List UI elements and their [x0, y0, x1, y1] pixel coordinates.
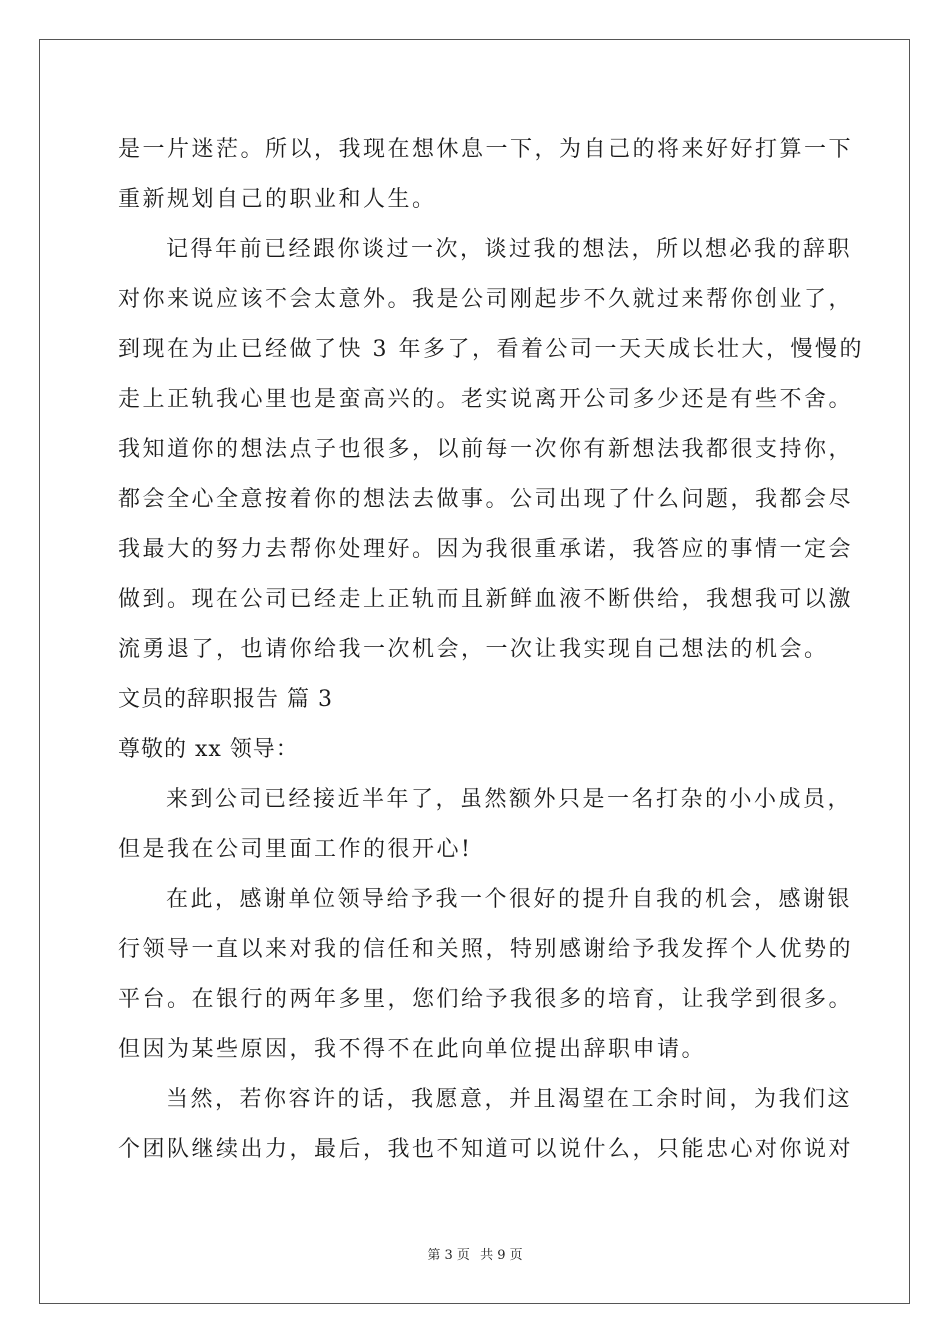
text-line: 但是我在公司里面工作的很开心! [118, 837, 473, 862]
page-total: 共 9 页 [480, 1248, 523, 1263]
text-line: 平台。在银行的两年多里，您们给予我很多的培育，让我学到很多。 [118, 987, 854, 1012]
text-line: 都会全心全意按着你的想法去做事。公司出现了什么问题，我都会尽 [118, 487, 854, 512]
text-line: 重新规划自己的职业和人生。 [118, 187, 437, 212]
text-line: 对你来说应该不会太意外。我是公司刚起步不久就过来帮你创业了， [118, 287, 854, 312]
text-line: 记得年前已经跟你谈过一次，谈过我的想法，所以想必我的辞职 [166, 237, 853, 262]
text-line: 做到。现在公司已经走上正轨而且新鲜血液不断供给，我想我可以激 [118, 587, 854, 612]
page-number: 第 3 页 [427, 1248, 470, 1263]
text-line: 我最大的努力去帮你处理好。因为我很重承诺，我答应的事情一定会 [118, 537, 854, 562]
section-heading: 文员的辞职报告 篇 3 [118, 687, 333, 712]
text-line: 到现在为止已经做了快 3 年多了，看着公司一天天成长壮大，慢慢的 [118, 337, 864, 362]
text-line: 个团队继续出力，最后，我也不知道可以说什么，只能忠心对你说对 [118, 1137, 854, 1162]
text-line: 来到公司已经接近半年了，虽然额外只是一名打杂的小小成员， [166, 787, 853, 812]
text-line: 但因为某些原因，我不得不在此向单位提出辞职申请。 [118, 1037, 707, 1062]
text-line: 走上正轨我心里也是蛮高兴的。老实说离开公司多少还是有些不舍。 [118, 387, 854, 412]
text-line: 当然，若你容许的话，我愿意，并且渴望在工余时间，为我们这 [166, 1087, 853, 1112]
page-border [39, 39, 910, 1304]
page-footer [0, 1248, 950, 1264]
text-line: 我知道你的想法点子也很多，以前每一次你有新想法我都很支持你， [118, 437, 854, 462]
text-line: 是一片迷茫。所以，我现在想休息一下，为自己的将来好好打算一下 [118, 137, 854, 162]
text-line: 流勇退了，也请你给我一次机会，一次让我实现自己想法的机会。 [118, 637, 829, 662]
salutation: 尊敬的 xx 领导： [118, 737, 299, 762]
text-line: 在此，感谢单位领导给予我一个很好的提升自我的机会，感谢银 [166, 887, 853, 912]
text-line: 行领导一直以来对我的信任和关照，特别感谢给予我发挥个人优势的 [118, 937, 854, 962]
